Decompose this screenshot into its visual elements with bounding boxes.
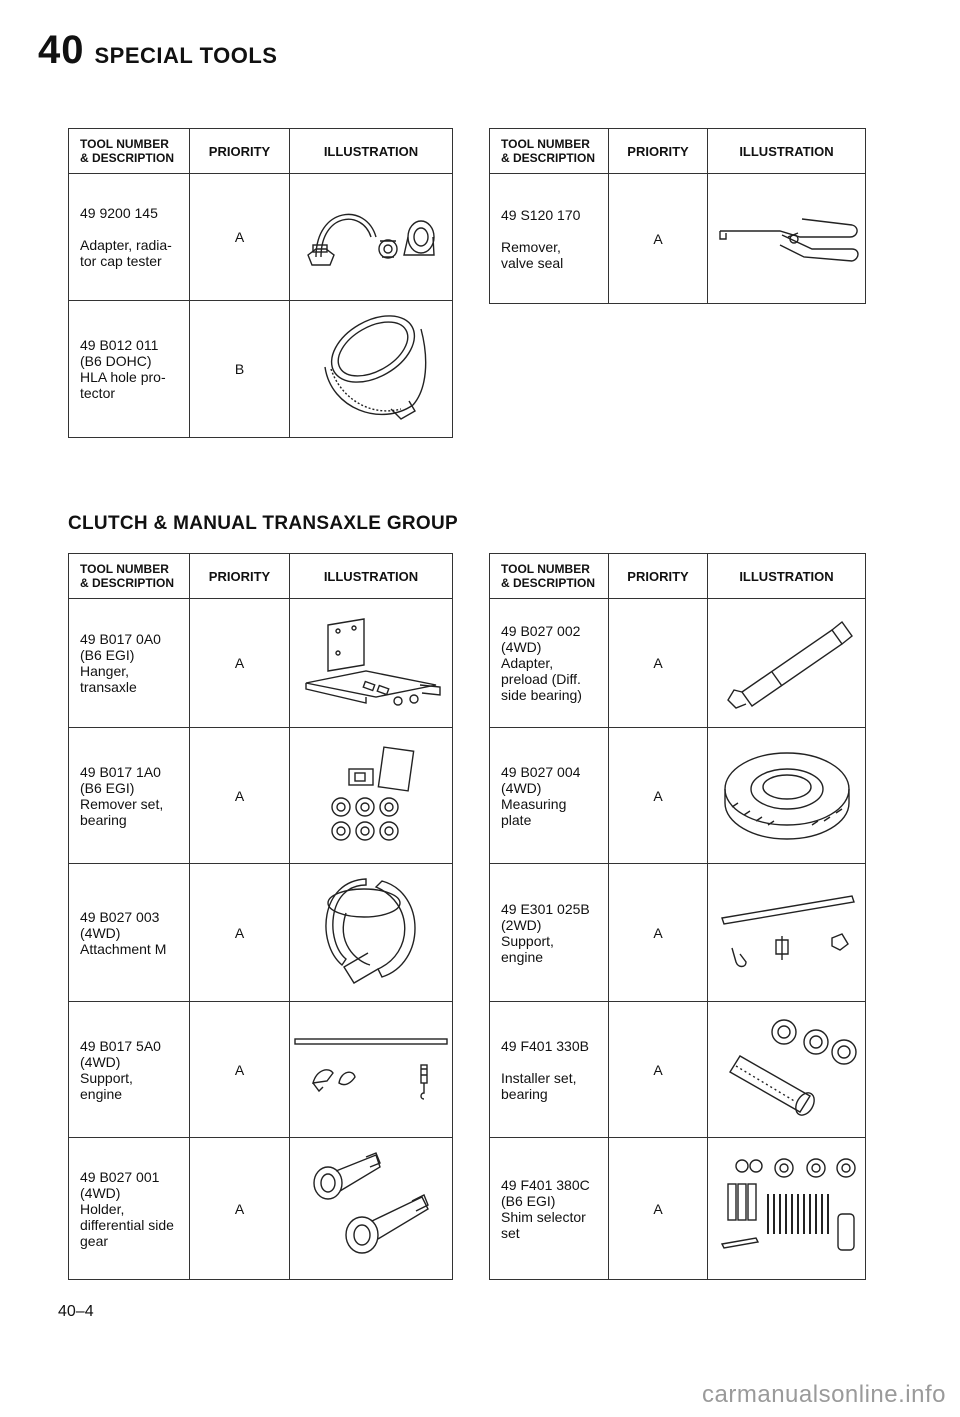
tool-number: 49 S120 170 <box>501 206 581 223</box>
section-number: 40 <box>38 28 85 72</box>
tool-number: 49 B027 004 <box>501 763 581 780</box>
tool-illustration <box>708 728 866 864</box>
tool-illustration <box>290 1138 453 1280</box>
bearing-remover-set-icon <box>311 741 431 851</box>
col-header-tool-number: TOOL NUMBER & DESCRIPTION <box>490 129 609 174</box>
measuring-plate-icon <box>712 741 862 851</box>
col-header-tool-number: TOOL NUMBER & DESCRIPTION <box>490 554 609 599</box>
tools-table-clutch-right <box>489 553 866 1280</box>
tool-number: 49 B017 5A0 <box>80 1037 161 1054</box>
tool-description: 49 F401 330B Installer set, bearing <box>490 1002 609 1138</box>
table-row <box>69 174 453 301</box>
tool-description: 49 B017 1A0 (B6 EGI) Remover set, bearing <box>69 728 190 864</box>
tool-illustration <box>290 174 453 301</box>
tool-illustration <box>708 864 866 1002</box>
table-row <box>490 1138 866 1280</box>
engine-support-2wd-icon <box>712 878 862 988</box>
tool-illustration <box>290 301 453 438</box>
col-header-illustration: ILLUSTRATION <box>708 554 866 599</box>
radiator-cap-tester-adapter-icon <box>296 197 446 277</box>
tool-number: 49 B012 011 <box>80 337 159 353</box>
tool-description: 49 F401 380C (B6 EGI) Shim selector set <box>490 1138 609 1280</box>
tool-illustration <box>708 599 866 728</box>
col-header-priority: PRIORITY <box>609 554 708 599</box>
table-header-row <box>69 554 453 599</box>
tool-illustration <box>290 1002 453 1138</box>
bearing-installer-set-icon <box>712 1010 862 1130</box>
table-row <box>69 1002 453 1138</box>
tool-number: 49 F401 380C <box>501 1176 590 1193</box>
table-header-row <box>490 129 866 174</box>
tool-priority: A <box>609 864 708 1002</box>
tools-table-top-right <box>489 128 866 304</box>
table-row <box>69 301 453 438</box>
tool-number: 49 B027 002 <box>501 623 581 639</box>
tool-illustration <box>290 728 453 864</box>
tool-description: 49 B027 003 (4WD) Attachment M <box>69 864 190 1002</box>
tool-number: 49 E301 025B <box>501 900 590 917</box>
tool-priority: B <box>190 301 290 438</box>
table-row <box>69 864 453 1002</box>
table-row <box>69 1138 453 1280</box>
tool-description: 49 9200 145 Adapter, radia- tor cap tester <box>69 174 190 301</box>
tool-description: 49 B012 011 (B6 DOHC) HLA hole pro- tector <box>69 301 190 438</box>
table-row <box>490 599 866 728</box>
tool-illustration <box>290 864 453 1002</box>
group-title: CLUTCH & MANUAL TRANSAXLE GROUP <box>68 513 458 534</box>
tool-number: 49 B027 003 <box>80 908 160 925</box>
transaxle-hanger-icon <box>296 613 446 713</box>
tool-number: 49 B027 001 <box>80 1168 160 1185</box>
tool-number: 49 B017 1A0 <box>80 763 161 780</box>
page-number: 40–4 <box>58 1303 94 1320</box>
tool-priority: A <box>190 1138 290 1280</box>
tool-description: 49 E301 025B (2WD) Support, engine <box>490 864 609 1002</box>
tool-description: 49 B017 0A0 (B6 EGI) Hanger, transaxle <box>69 599 190 728</box>
table-header-row <box>490 554 866 599</box>
hla-hole-protector-icon <box>301 309 441 429</box>
tool-description: 49 S120 170 Remover, valve seal <box>490 174 609 304</box>
tool-number: 49 9200 145 <box>80 205 158 221</box>
col-header-illustration: ILLUSTRATION <box>708 129 866 174</box>
tool-priority: A <box>609 728 708 864</box>
tool-description: 49 B027 004 (4WD) Measuring plate <box>490 728 609 864</box>
tool-priority: A <box>609 1138 708 1280</box>
preload-adapter-icon <box>712 608 862 718</box>
table-row <box>490 728 866 864</box>
tool-priority: A <box>190 864 290 1002</box>
table-row <box>490 174 866 304</box>
tool-priority: A <box>609 599 708 728</box>
attachment-m-icon <box>306 873 436 993</box>
tool-priority: A <box>190 599 290 728</box>
col-header-illustration: ILLUSTRATION <box>290 129 453 174</box>
table-row <box>69 599 453 728</box>
tool-description: 49 B027 002 (4WD) Adapter, preload (Diff. side bearing) <box>490 599 609 728</box>
col-header-priority: PRIORITY <box>190 129 290 174</box>
table-header-row <box>69 129 453 174</box>
table-row <box>490 864 866 1002</box>
tool-priority: A <box>190 174 290 301</box>
section-title: SPECIAL TOOLS <box>94 43 278 68</box>
col-header-priority: PRIORITY <box>190 554 290 599</box>
table-row <box>69 728 453 864</box>
tool-number: 49 F401 330B <box>501 1037 589 1054</box>
tool-illustration <box>708 174 866 304</box>
tool-illustration <box>708 1138 866 1280</box>
col-header-tool-number: TOOL NUMBER & DESCRIPTION <box>69 129 190 174</box>
tool-description: 49 B027 001 (4WD) Holder, differential side gear <box>69 1138 190 1280</box>
tool-priority: A <box>190 728 290 864</box>
tool-priority: A <box>190 1002 290 1138</box>
tool-priority: A <box>609 174 708 304</box>
col-header-tool-number: TOOL NUMBER & DESCRIPTION <box>69 554 190 599</box>
tools-table-top-left <box>68 128 453 438</box>
tool-priority: A <box>609 1002 708 1138</box>
tool-illustration <box>290 599 453 728</box>
valve-seal-remover-pliers-icon <box>712 209 862 269</box>
table-row <box>490 1002 866 1138</box>
col-header-priority: PRIORITY <box>609 129 708 174</box>
page-title <box>38 28 277 73</box>
tool-description: 49 B017 5A0 (4WD) Support, engine <box>69 1002 190 1138</box>
tool-illustration <box>708 1002 866 1138</box>
tool-number: 49 B017 0A0 <box>80 631 161 647</box>
col-header-illustration: ILLUSTRATION <box>290 554 453 599</box>
shim-selector-set-icon <box>712 1154 862 1264</box>
tools-table-clutch-left <box>68 553 453 1280</box>
watermark: carmanualsonline.info <box>702 1381 946 1408</box>
engine-support-bar-icon <box>291 1025 451 1115</box>
differential-side-gear-holder-icon <box>296 1149 446 1269</box>
